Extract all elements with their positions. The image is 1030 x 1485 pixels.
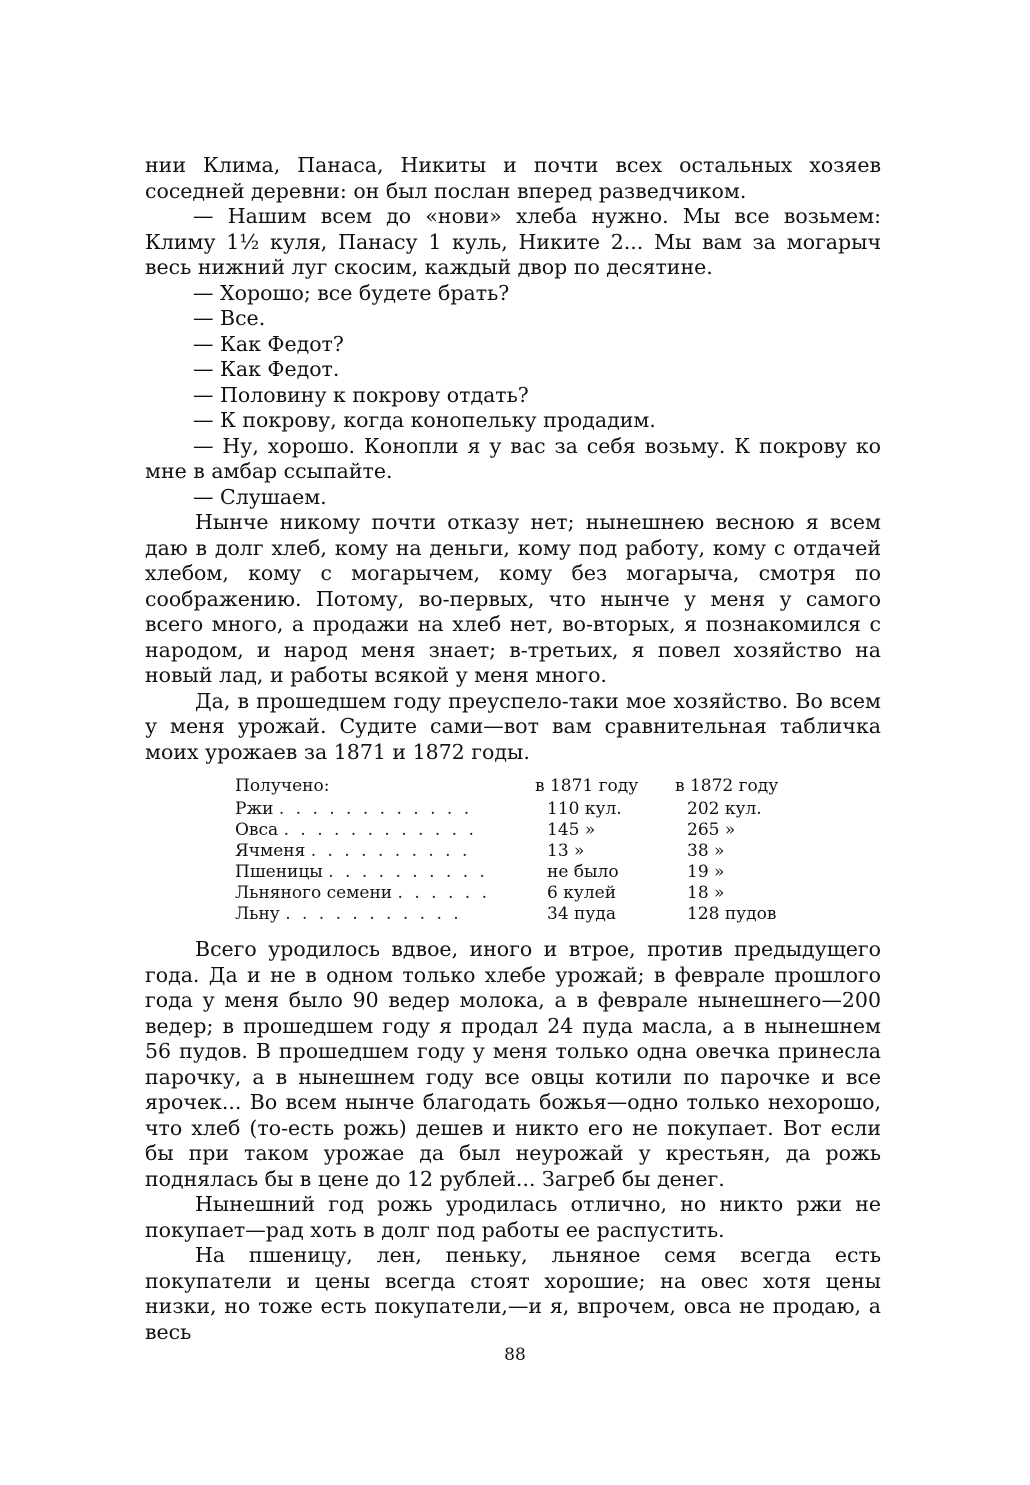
dialogue-line: — Ну, хорошо. Конопли я у вас за себя возьму. К покрову ко мне в амбар ссыпайте. [145,433,881,483]
dialogue-line: — К покрову, когда конопельку продадим. [193,408,656,432]
leader-dots: . . . . . . . . . . [328,862,488,882]
dialogue-line: — Половину к покрову отдать? [193,382,529,407]
row-label: Овса [235,820,279,840]
cell-1872: 38 » [687,841,725,861]
cell-1871: 34 пуда [547,904,616,924]
paragraph: Нынешний год рожь уродилась отлично, но никто ржи не покупает—рад хоть в долг под работы ее распустить. [145,1192,881,1242]
dialogue-line: — Как Федот. [193,357,340,381]
cell-1871: не было [547,862,619,882]
row-label: Льняного семени [235,883,393,903]
cell-1872: 18 » [687,883,725,903]
paragraph: Нынче никому почти отказу нет; нынешнею весною я всем даю в долг хлеб, кому на деньги, кому под работу, кому с отдачей хлебом, кому с могарычем, кому без могарыча, смотря по соображению. Потому, во-первых, что нынче у меня у самого всего много, а продажи на хлеб нет, во-вторых, я познакомился с народом, и народ меня знает; в-третьих, я повел хозяйство на новый лад, и работы всякой у меня много. [145,510,881,687]
paragraph: нии Клима, Панаса, Никиты и почти всех остальных хозяев соседней деревни: он был послан вперед разведчиком. [145,153,881,203]
table-row [235,820,815,841]
leader-dots: . . . . . . . . . . . [285,904,462,924]
leader-dots: . . . . . . . . . . . . [278,799,473,819]
leader-dots: . . . . . . . . . . . . [283,820,477,840]
cell-1871: 110 кул. [547,799,622,819]
dialogue-line: — Слушаем. [193,484,327,509]
row-label: Льну [235,904,280,924]
header-year-1872: в 1872 году [675,776,779,796]
text-block-top [145,153,881,765]
leader-dots: . . . . . . . . . . [310,841,471,861]
paragraph: На пшеницу, лен, пеньку, льняное семя всегда есть покупатели и цены всегда стоят хорошие; на овес хотя цены низки, но тоже есть покупатели,—и я, впрочем, овса не продаю, а весь [145,1243,881,1344]
header-label: Получено: [235,776,330,796]
leader-dots: . . . . . . [397,883,490,903]
dialogue-line: — Как Федот? [193,331,344,356]
text-block-bottom [145,937,881,1345]
cell-1871: 6 кулей [547,883,617,903]
cell-1872: 202 кул. [687,799,762,819]
cell-1871: 145 » [547,820,596,840]
table-row [235,904,815,925]
table-header-row [235,776,815,799]
dialogue-line: — Хорошо; все будете брать? [193,280,510,305]
table-row [235,862,815,883]
table-row [235,841,815,862]
cell-1872: 128 пудов [687,904,777,924]
table-row [235,883,815,904]
dialogue-line: — Нашим всем до «нови» хлеба нужно. Мы все возьмем: Климу 1½ куля, Панасу 1 куль, Никите 2... Мы вам за могарыч весь нижний луг скосим, каждый двор по десятине. [145,204,881,279]
table-row [235,799,815,820]
paragraph: Всего уродилось вдвое, иного и втрое, против предыдущего года. Да и не в одном только хлебе урожай; в феврале прошлого года у меня было 90 ведер молока, а в феврале нынешнего—200 ведер; в прошедшем году я продал 24 пуда масла, а в нынешнем 56 пудов. В прошедшем году у меня только одна овечка принесла парочку, а в нынешнем году все овцы котили по парочке и все ярочек... Во всем нынче благодать божья—одно только нехорошо, что хлеб (то-есть рожь) дешев и никто его не покупает. Вот если бы при таком урожае да был неурожай у крестьян, да рожь поднялась бы в цене до 12 рублей... Загреб бы денег. [145,937,881,1191]
dialogue-line: — Все. [193,306,266,330]
page-number: 88 [504,1345,526,1365]
row-label: Пшеницы [235,862,323,882]
header-year-1871: в 1871 году [535,776,639,796]
cell-1871: 13 » [547,841,585,861]
cell-1872: 265 » [687,820,736,840]
row-label: Ржи [235,799,274,819]
cell-1872: 19 » [687,862,725,882]
row-label: Ячменя [235,841,306,861]
harvest-table [235,776,815,925]
paragraph: Да, в прошедшем году преуспело-таки мое хозяйство. Во всем у меня урожай. Судите сами—вот вам сравнительная табличка моих урожаев за 1871 и 1872 годы. [145,688,881,764]
